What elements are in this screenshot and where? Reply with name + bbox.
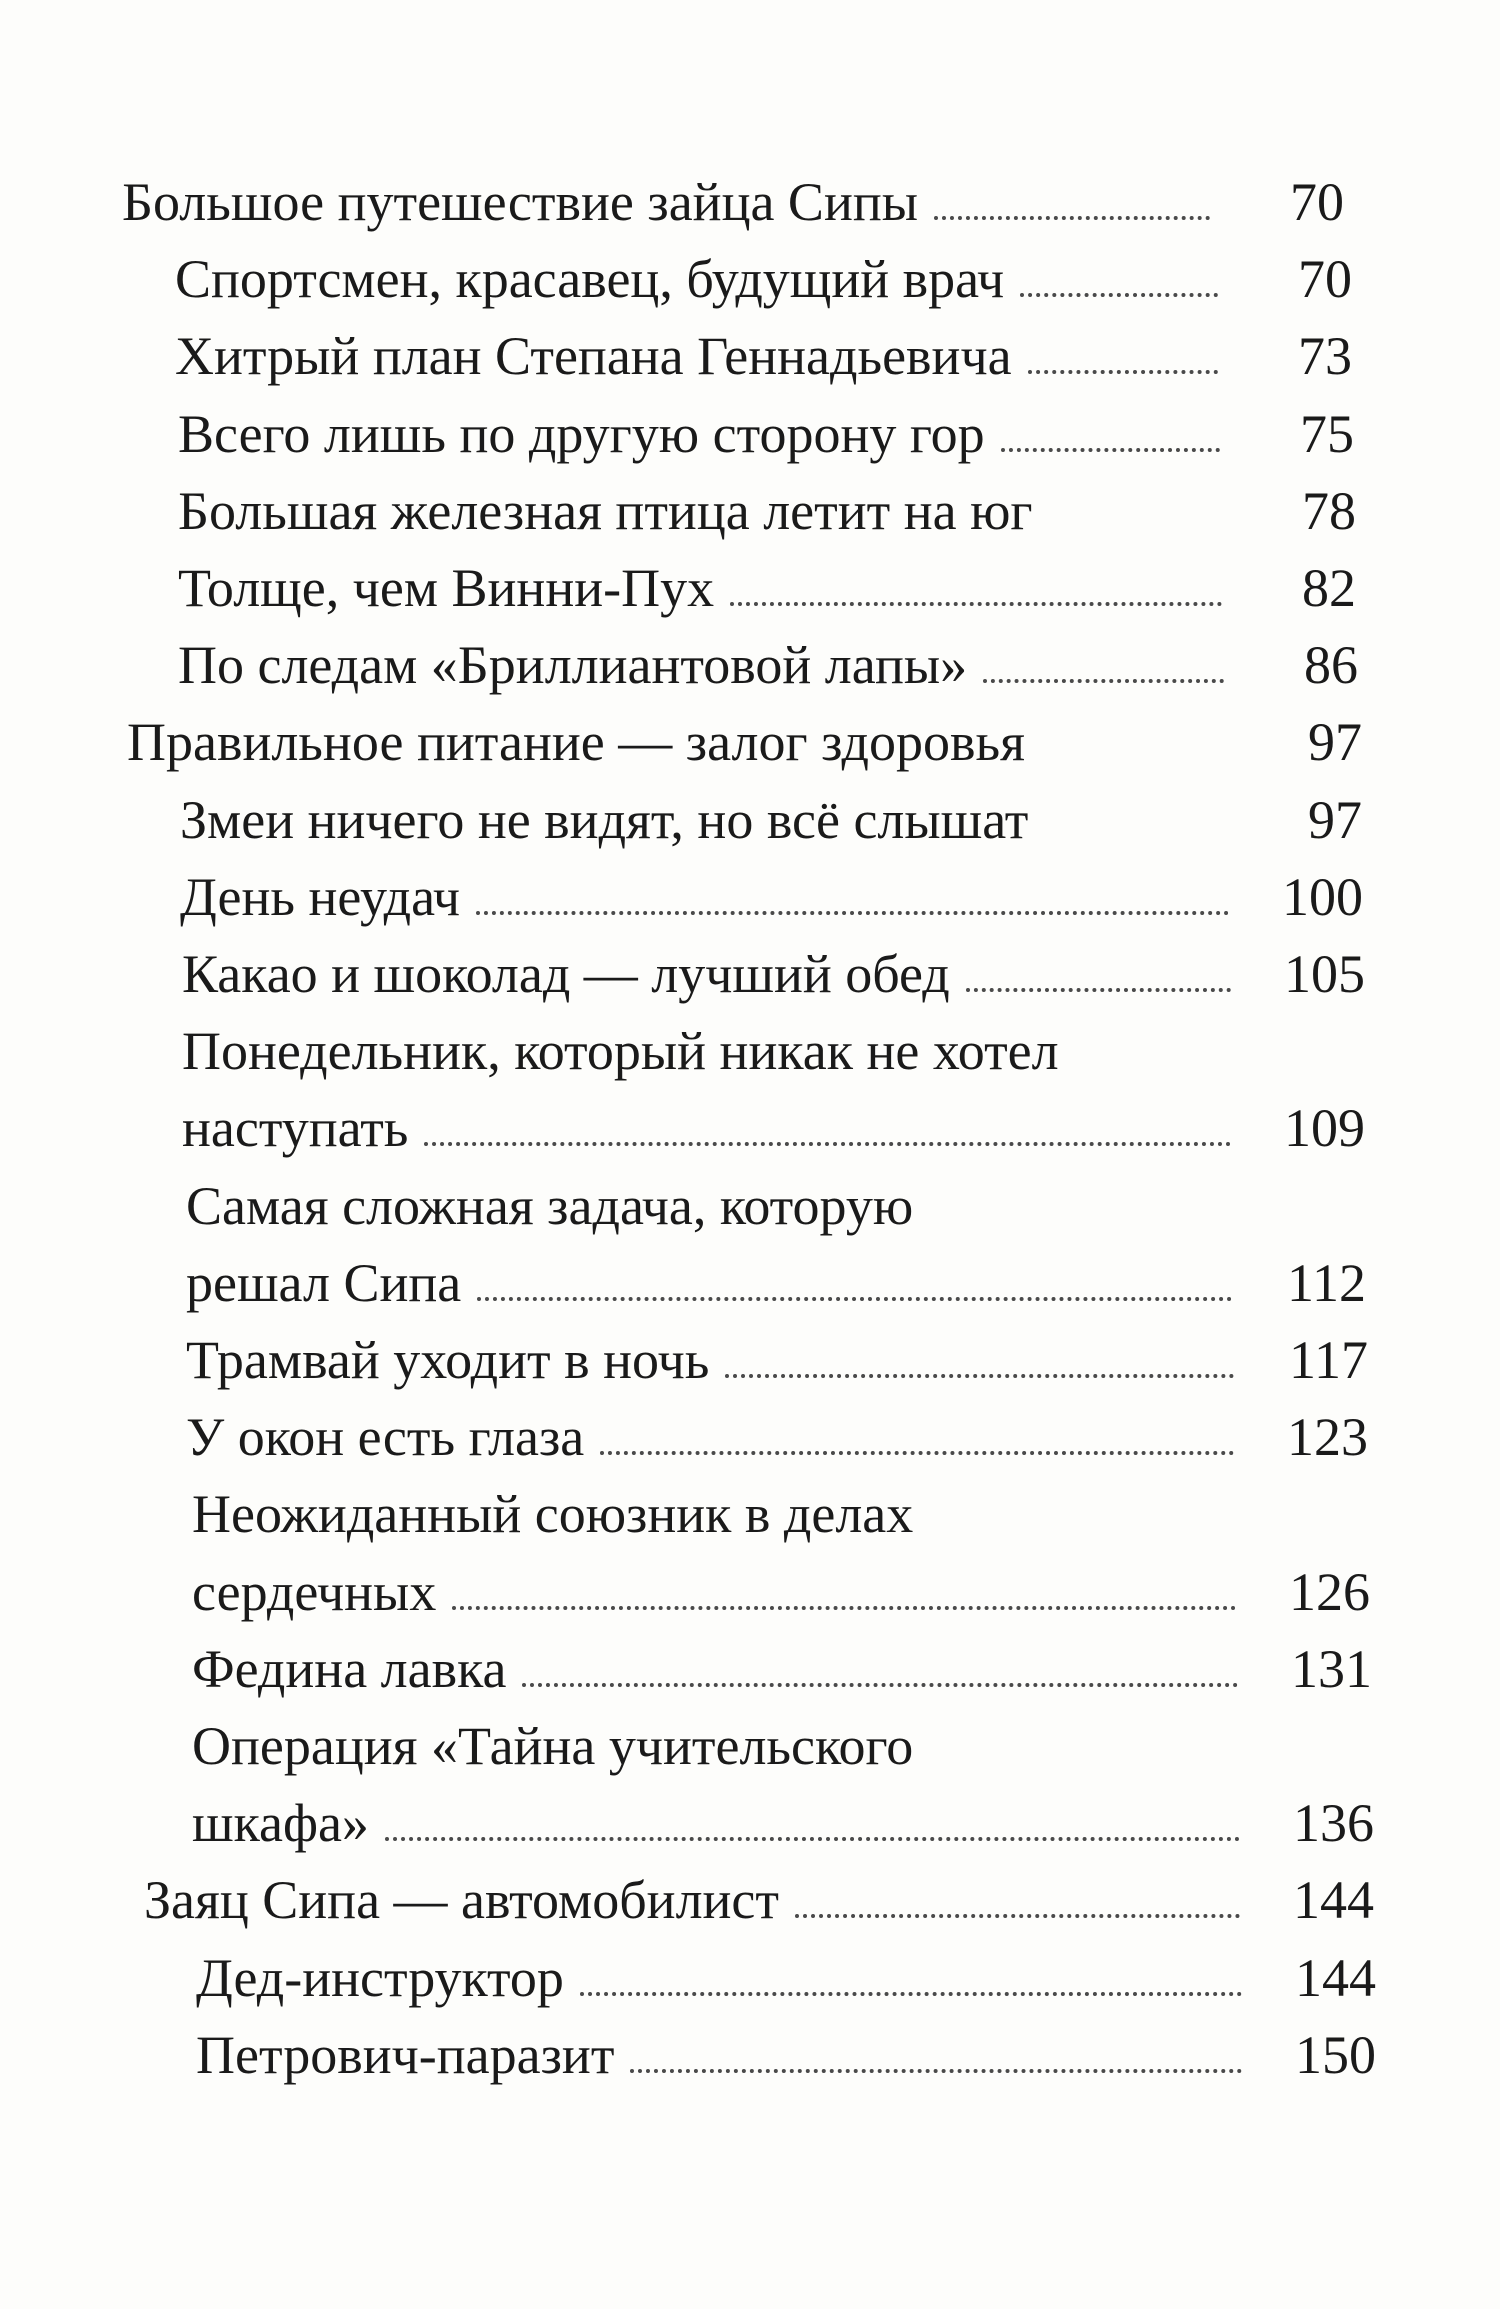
toc-entry-title: Змеи ничего не видят, но всё слышат (180, 790, 1029, 850)
toc-entry-page-number: 109 (1284, 1098, 1365, 1158)
toc-entry-page-number: 123 (1287, 1407, 1368, 1467)
toc-entry[interactable] (182, 1011, 1365, 1081)
toc-entry-title: Хитрый план Степана Геннадьевича (175, 326, 1012, 386)
dot-leader (966, 988, 1231, 992)
toc-entry[interactable] (178, 625, 1358, 695)
toc-entry[interactable] (196, 1938, 1376, 2008)
toc-entry-page-number: 97 (1308, 790, 1362, 850)
toc-entry-title: Какао и шоколад — лучший обед (182, 944, 950, 1004)
dot-leader (1028, 370, 1218, 374)
toc-entry-page-number: 117 (1289, 1330, 1368, 1390)
toc-entry-page-number: 144 (1293, 1870, 1374, 1930)
toc-entry-title: Большое путешествие зайца Сипы (122, 172, 919, 232)
toc-entry[interactable] (175, 316, 1352, 386)
toc-entry-title: Большая железная птица летит на юг (178, 481, 1033, 541)
dot-leader (725, 1374, 1234, 1378)
dot-leader (580, 1992, 1242, 1996)
toc-entry-title: Всего лишь по другую сторону гор (178, 404, 985, 464)
toc-entry-page-number: 75 (1300, 404, 1354, 464)
toc-entry-title: У окон есть глаза (186, 1407, 585, 1467)
toc-entry-title: День неудач (180, 867, 461, 927)
toc-entry-page-number: 112 (1287, 1253, 1366, 1313)
dot-leader (1001, 448, 1220, 452)
toc-entry[interactable] (180, 780, 1362, 850)
toc-entry-title: Операция «Тайна учительского (192, 1716, 914, 1776)
toc-entry-title: шкафа» (192, 1793, 369, 1853)
dot-leader (522, 1683, 1238, 1687)
dot-leader (452, 1606, 1236, 1610)
toc-entry-title: Петрович-паразит (196, 2025, 615, 2085)
dot-leader (934, 216, 1210, 220)
dot-leader (795, 1914, 1240, 1918)
toc-entry[interactable] (182, 934, 1365, 1004)
toc-entry[interactable] (196, 2015, 1376, 2085)
toc-entry[interactable] (192, 1783, 1374, 1853)
toc-entry[interactable] (182, 1088, 1365, 1158)
toc-entry[interactable] (178, 471, 1356, 541)
toc-entry[interactable] (178, 548, 1356, 618)
toc-entry[interactable] (127, 702, 1362, 772)
dot-leader (983, 679, 1224, 683)
toc-entry-page-number: 150 (1295, 2025, 1376, 2085)
toc-entry[interactable] (186, 1166, 1366, 1236)
toc-entry-title: Федина лавка (192, 1639, 507, 1699)
toc-entry-title: Спортсмен, красавец, будущий врач (175, 249, 1005, 309)
toc-entry-title: Понедельник, который никак не хотел (182, 1021, 1059, 1081)
dot-leader (385, 1837, 1240, 1841)
toc-entry-page-number: 105 (1284, 944, 1365, 1004)
toc-entry-page-number: 131 (1291, 1639, 1372, 1699)
toc-entry[interactable] (122, 162, 1344, 232)
toc-entry[interactable] (175, 239, 1352, 309)
toc-entry-title: Трамвай уходит в ночь (186, 1330, 710, 1390)
dot-leader (1020, 293, 1218, 297)
toc-entry-title: Самая сложная задача, которую (186, 1176, 914, 1236)
toc-entry[interactable] (192, 1552, 1370, 1622)
toc-entry-page-number: 126 (1289, 1562, 1370, 1622)
toc-entry[interactable] (186, 1243, 1366, 1313)
dot-leader (630, 2069, 1242, 2073)
toc-entry-page-number: 78 (1302, 481, 1356, 541)
toc-entry[interactable] (192, 1706, 1372, 1776)
toc-entry-page-number: 70 (1298, 249, 1352, 309)
toc-entry-title: По следам «Бриллиантовой лапы» (178, 635, 968, 695)
toc-entry-title: Неожиданный союзник в делах (192, 1484, 914, 1544)
toc-entry-page-number: 144 (1295, 1948, 1376, 2008)
toc-entry-page-number: 70 (1290, 172, 1344, 232)
toc-entry-page-number: 97 (1308, 712, 1362, 772)
toc-entry-title: Толще, чем Винни-Пух (178, 558, 715, 618)
dot-leader (730, 602, 1222, 606)
toc-entry-page-number: 73 (1298, 326, 1352, 386)
toc-entry-page-number: 82 (1302, 558, 1356, 618)
toc-entry[interactable] (192, 1474, 1370, 1544)
dot-leader (424, 1142, 1231, 1146)
toc-entry[interactable] (186, 1320, 1368, 1390)
toc-entry-title: решал Сипа (186, 1253, 462, 1313)
toc-entry-title: наступать (182, 1098, 409, 1158)
toc-entry[interactable] (144, 1860, 1374, 1930)
toc-entry[interactable] (186, 1397, 1368, 1467)
toc-entry-page-number: 86 (1304, 635, 1358, 695)
dot-leader (476, 911, 1229, 915)
toc-entry[interactable] (180, 857, 1363, 927)
toc-entry-title: сердечных (192, 1562, 437, 1622)
dot-leader (600, 1451, 1234, 1455)
toc-entry-page-number: 136 (1293, 1793, 1374, 1853)
toc-entry[interactable] (178, 394, 1354, 464)
toc-entry-title: Правильное питание — залог здоровья (127, 712, 1025, 772)
toc-entry-title: Дед-инструктор (196, 1948, 564, 2008)
dot-leader (477, 1297, 1232, 1301)
toc-entry-page-number: 100 (1282, 867, 1363, 927)
toc-entry[interactable] (192, 1629, 1372, 1699)
toc-entry-title: Заяц Сипа — автомобилист (144, 1870, 779, 1930)
